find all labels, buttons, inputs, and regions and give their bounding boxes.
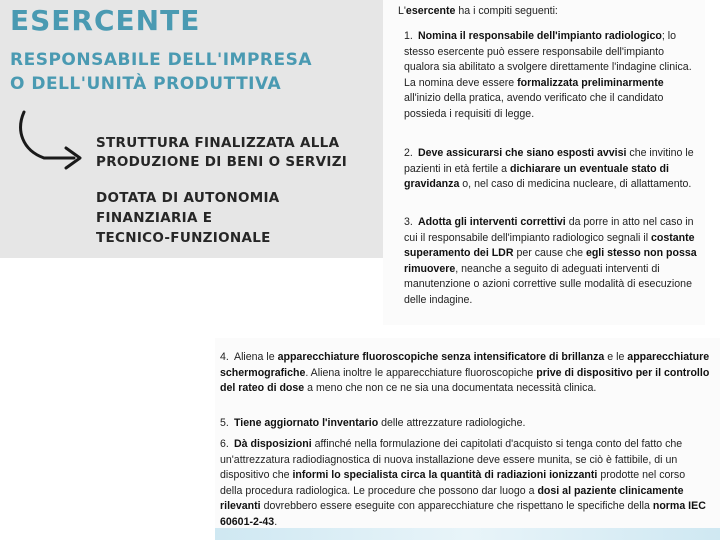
doc-intro <box>398 4 558 20</box>
item-text: . Aliena inoltre le apparecchiature fluoroscopiche <box>305 366 537 379</box>
item-text: o, nel caso di medicina nucleare, di allattamento. <box>459 178 692 191</box>
dotata-line-2: FINANZIARIA E <box>96 210 213 226</box>
item-bold: Deve assicurarsi che siano esposti avvisi <box>418 147 627 159</box>
item-text: all'inizio della pratica, avendo verificato che il candidato possieda i requisiti di legge. <box>404 92 664 120</box>
item-bold: Adotta gli interventi correttivi <box>418 216 566 228</box>
item-text: affinché nella formulazione dei capitolati d'acquisto si tenga conto del fatto che un'attrezzatura radiodiagnostica di nuova installazione deve essere munita, se ciò è fattibile, di un dispositivo che <box>220 438 683 482</box>
item-number: 5. <box>220 417 229 429</box>
dotata-line-1: DOTATA DI AUTONOMIA <box>96 190 280 206</box>
item-number: 2. <box>404 147 413 159</box>
subtitle-line-2: O DELL'UNITÀ PRODUTTIVA <box>10 74 282 94</box>
intro-bold: esercente <box>405 5 456 17</box>
item-bold: dichiarare un eventuale stato di gravidanza <box>404 162 669 191</box>
duty-item-5 <box>220 416 710 432</box>
item-bold: egli stesso non possa rimuovere <box>404 247 697 275</box>
item-bold: formalizzata preliminarmente <box>517 76 664 89</box>
item-bold: dosi al paziente clinicamente rilevanti <box>220 484 684 513</box>
item-bold: Nomina il responsabile dell'impianto radiologico <box>418 30 662 42</box>
item-text: e le <box>604 351 628 363</box>
struttura-line-2: PRODUZIONE DI BENI O SERVIZI <box>96 154 348 170</box>
duty-item-6 <box>220 437 710 531</box>
item-bold: costante superamento dei LDR <box>404 231 695 260</box>
item-number: 4. <box>220 351 229 363</box>
item-number: 6. <box>220 438 229 450</box>
item-text: dovrebbero essere eseguite con apparecchiature che rispettano le specifiche della <box>260 500 653 513</box>
item-bold: Tiene aggiornato l'inventario <box>234 417 379 429</box>
duty-item-4 <box>220 350 710 397</box>
item-number: 1. <box>404 30 413 42</box>
item-text: a meno che non ce ne sia una documentata necessità clinica. <box>304 382 597 395</box>
duty-item-2 <box>404 146 700 193</box>
item-bold: informi lo specialista circa la quantità di radiazioni ionizzanti <box>292 469 598 482</box>
item-bold: apparecchiature fluoroscopiche senza intensificatore di brillanza <box>277 351 605 363</box>
item-bold: norma IEC 60601-2-43 <box>220 500 706 528</box>
page-title: ESERCENTE <box>10 4 201 37</box>
item-text: delle attrezzature radiologiche. <box>378 417 526 429</box>
item-text: che invitino le pazienti in età fertile a <box>404 147 694 175</box>
item-bold: prive di dispositivo per il controllo del rateo di dose <box>220 366 710 395</box>
duty-item-3 <box>404 215 700 309</box>
intro-text-end: ha i compiti seguenti: <box>455 5 558 17</box>
duty-item-1 <box>404 29 700 123</box>
subtitle-line-1: RESPONSABILE DELL'IMPRESA <box>10 50 313 70</box>
curved-arrow-icon <box>14 108 94 178</box>
item-text: per cause che <box>513 247 586 260</box>
item-text: da porre in atto nel caso in cui il responsabile dell'impianto radiologico segnali il <box>404 216 694 244</box>
item-bold: Dà disposizioni <box>234 438 312 450</box>
item-text: ; lo stesso esercente può essere responsabile dell'impianto qualora sia abilitato a svolgere direttamente l'indagine clinica. La nomina deve essere <box>404 30 692 89</box>
struttura-line-1: STRUTTURA FINALIZZATA ALLA <box>96 135 340 151</box>
item-bold: apparecchiature schermografiche <box>220 351 710 379</box>
item-number: 3. <box>404 216 413 228</box>
footer-wave-bar <box>215 528 720 540</box>
item-text: . <box>274 515 278 528</box>
item-text: prodotte nel corso della procedura radiologica. Le procedure che possono dar luogo a <box>220 469 686 497</box>
intro-text: L' <box>398 5 406 17</box>
item-text: Aliena le <box>234 351 278 363</box>
item-text: , neanche a seguito di adeguati interventi di manutenzione o azioni correttive sulle modalità di esecuzione delle indagine. <box>404 262 692 306</box>
dotata-line-3: TECNICO-FUNZIONALE <box>96 230 271 246</box>
